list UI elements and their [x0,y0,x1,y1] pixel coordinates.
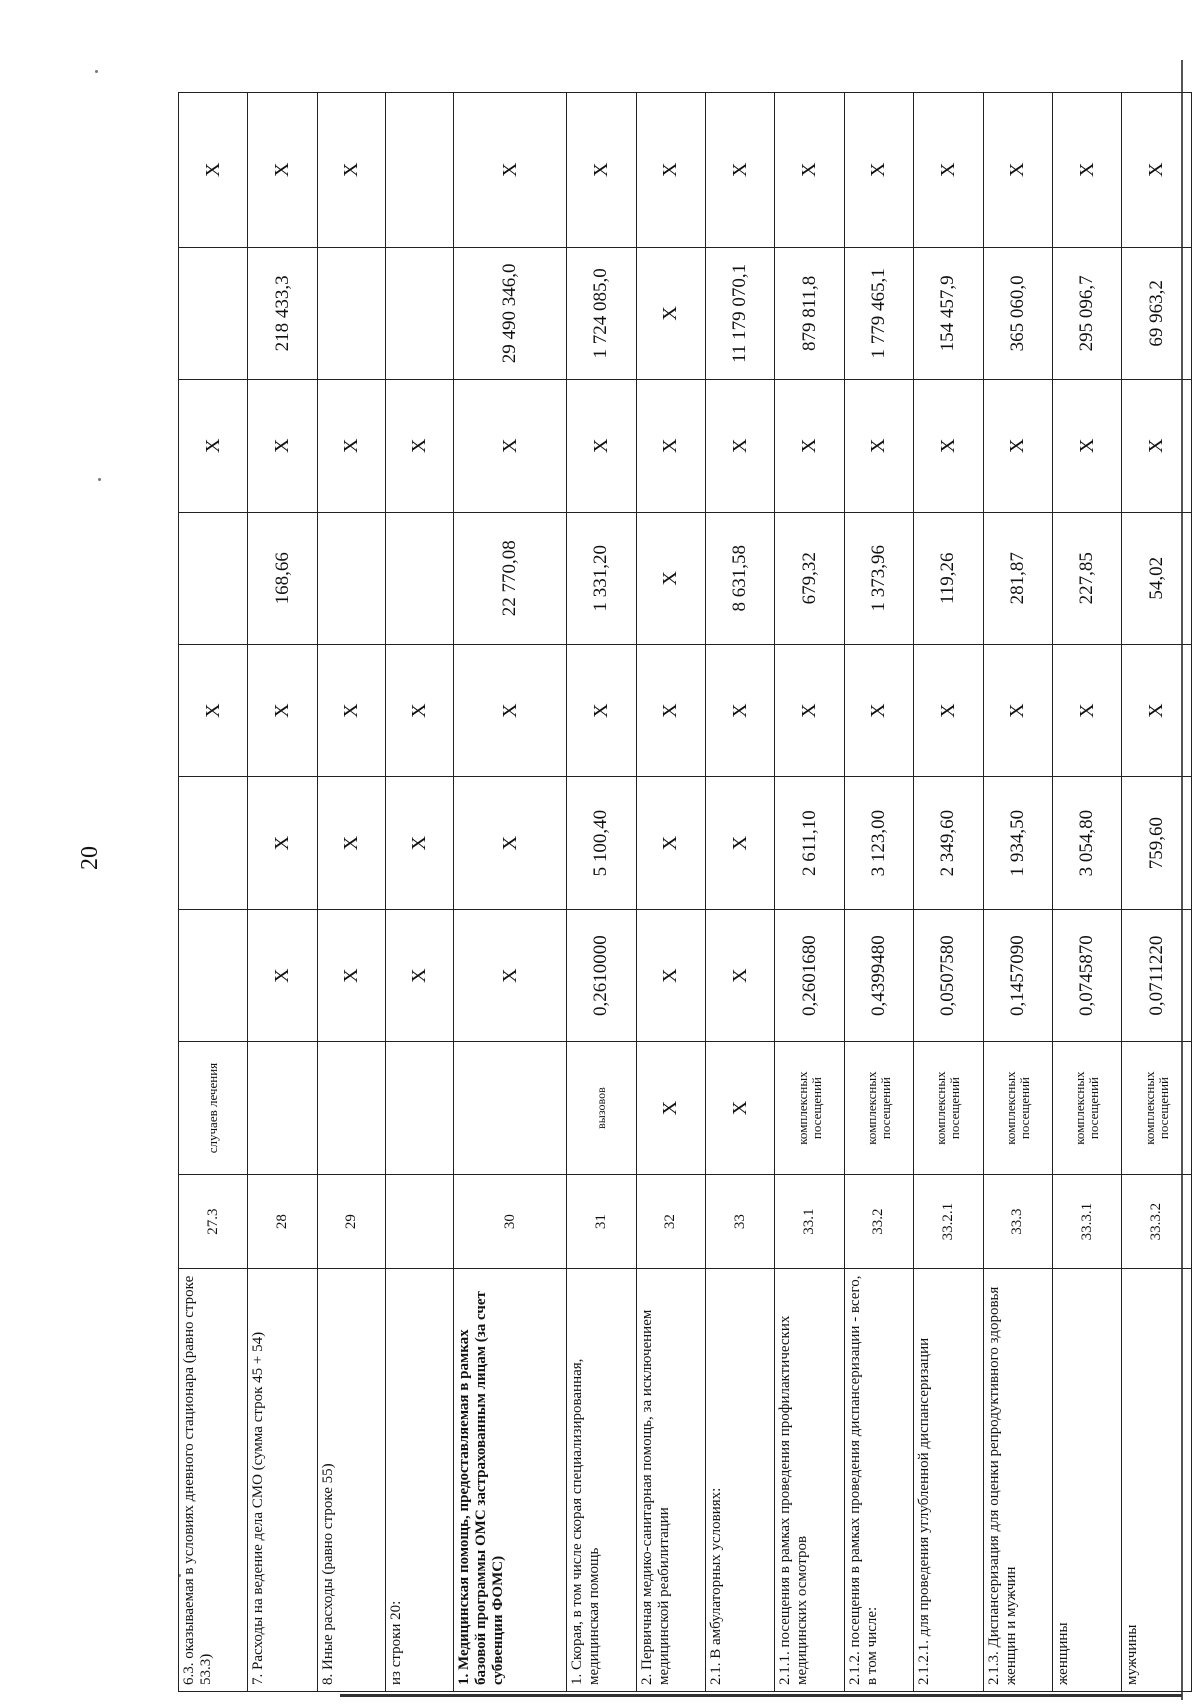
value-cell: X [567,380,636,512]
value-cell: X [386,644,454,776]
value-cell: X [248,909,317,1041]
table-body [179,93,1192,1692]
unit-cell [248,1042,317,1174]
value-cell: 168,66 [248,512,317,644]
value-cell: 1 934,50 [983,777,1052,909]
value-cell: X [317,93,385,248]
row-label: 1. Медицинская помощь, предоставляемая в рамках базовой программы ОМС застрахованным лицам (за счет субвенции ФОМС) [454,1269,567,1692]
value-cell [317,247,385,379]
row-number-cell: 33.2 [844,1174,913,1269]
value-cell: X [705,909,774,1041]
value-cell: 759,60 [1122,777,1192,909]
row-label: женщины [1053,1269,1122,1692]
value-cell: 1 779 465,1 [844,247,913,379]
row-label: 2. Первичная медико-санитарная помощь, за исключением медицинской реабилитации [636,1269,705,1692]
scan-dot [98,478,101,481]
value-cell: 8 631,58 [705,512,774,644]
value-cell: X [1053,644,1122,776]
value-cell: X [705,644,774,776]
table-row [317,93,385,1692]
row-number-cell: 28 [248,1174,317,1269]
row-label: 2.1.2. посещения в рамках проведения диспансеризации - всего, в том числе: [844,1269,913,1692]
value-cell: X [317,777,385,909]
value-cell: X [914,380,983,512]
row-label: 7. Расходы на ведение дела СМО (сумма строк 45 + 54) [248,1269,317,1692]
value-cell: X [317,909,385,1041]
scan-dot [95,70,98,73]
row-label: мужчины [1122,1269,1192,1692]
value-cell: 281,87 [983,512,1052,644]
table-row [705,93,774,1692]
row-number-cell: 33 [705,1174,774,1269]
value-cell: X [1122,93,1192,248]
value-cell: 69 963,2 [1122,247,1192,379]
value-cell: X [844,644,913,776]
value-cell: 679,32 [775,512,844,644]
value-cell: X [317,644,385,776]
row-label: 2.1. В амбулаторных условиях: [705,1269,774,1692]
value-cell: X [317,380,385,512]
value-cell: 0,0745870 [1053,909,1122,1041]
value-cell: 218 433,3 [248,247,317,379]
value-cell: X [386,909,454,1041]
value-cell: X [914,93,983,248]
value-cell [386,512,454,644]
row-number-cell: 33.1 [775,1174,844,1269]
row-number-cell: 29 [317,1174,385,1269]
row-number-cell: 33.3.1 [1053,1174,1122,1269]
value-cell [386,93,454,248]
row-label: из строки 20: [386,1269,454,1692]
row-number-cell: 33.3.2 [1122,1174,1192,1269]
value-cell [386,247,454,379]
value-cell: X [386,777,454,909]
value-cell: 1 331,20 [567,512,636,644]
table-row [567,93,636,1692]
value-cell: 1 373,96 [844,512,913,644]
value-cell: X [179,380,248,512]
value-cell: 54,02 [1122,512,1192,644]
value-cell: X [983,380,1052,512]
value-cell [179,777,248,909]
value-cell: X [844,380,913,512]
value-cell: 29 490 346,0 [454,247,567,379]
unit-cell: комплексных посещений [983,1042,1052,1174]
value-cell: X [248,93,317,248]
value-cell: X [983,644,1052,776]
value-cell: X [636,247,705,379]
table-row [386,93,454,1692]
value-cell [179,512,248,644]
table-row [248,93,317,1692]
value-cell: X [567,93,636,248]
value-cell: 2 349,60 [914,777,983,909]
table-row [983,93,1052,1692]
value-cell: 5 100,40 [567,777,636,909]
value-cell: 0,2610000 [567,909,636,1041]
unit-cell: X [636,1042,705,1174]
value-cell: 3 123,00 [844,777,913,909]
value-cell: X [248,644,317,776]
value-cell: X [914,644,983,776]
value-cell: X [636,777,705,909]
row-label: 8. Иные расходы (равно строке 55) [317,1269,385,1692]
value-cell: X [248,380,317,512]
table-row [454,93,567,1692]
row-number-cell: 31 [567,1174,636,1269]
unit-cell [386,1042,454,1174]
value-cell: X [636,380,705,512]
value-cell [317,512,385,644]
value-cell: X [454,380,567,512]
table-row [1053,93,1122,1692]
row-number-cell: 27.3 [179,1174,248,1269]
value-cell: 365 060,0 [983,247,1052,379]
value-cell: X [454,644,567,776]
value-cell: X [775,93,844,248]
value-cell: 1 724 085,0 [567,247,636,379]
value-cell: 295 096,7 [1053,247,1122,379]
row-label: 6.3. оказываемая в условиях дневного стационара (равно строке 53.3) [179,1269,248,1692]
row-label: 2.1.2.1. для проведения углубленной диспансеризации [914,1269,983,1692]
row-label: 2.1.1. посещения в рамках проведения профилактических медицинских осмотров [775,1269,844,1692]
value-cell: 227,85 [1053,512,1122,644]
value-cell: X [983,93,1052,248]
row-label: 2.1.3. Диспансеризация для оценки репродуктивного здоровья женщин и мужчин [983,1269,1052,1692]
row-number-cell [386,1174,454,1269]
row-number-cell: 33.3 [983,1174,1052,1269]
value-cell: 0,0507580 [914,909,983,1041]
row-label: 1. Скорая, в том числе скорая специализированная, медицинская помощь [567,1269,636,1692]
page-edge-bottom [340,1694,1182,1697]
unit-cell: комплексных посещений [1122,1042,1192,1174]
unit-cell: комплексных посещений [1053,1042,1122,1174]
value-cell: 154 457,9 [914,247,983,379]
value-cell: 0,2601680 [775,909,844,1041]
value-cell: X [1122,380,1192,512]
value-cell: X [454,93,567,248]
unit-cell: случаев лечения [179,1042,248,1174]
value-cell: X [705,777,774,909]
value-cell: X [179,93,248,248]
value-cell: 879 811,8 [775,247,844,379]
table-row [179,93,248,1692]
value-cell: 11 179 070,1 [705,247,774,379]
value-cell: 0,4399480 [844,909,913,1041]
value-cell: X [636,909,705,1041]
value-cell: X [705,380,774,512]
table-row [775,93,844,1692]
value-cell: X [179,644,248,776]
value-cell: X [248,777,317,909]
value-cell: X [386,380,454,512]
value-cell: X [705,93,774,248]
value-cell: 0,0711220 [1122,909,1192,1041]
table-row [914,93,983,1692]
value-cell: 2 611,10 [775,777,844,909]
unit-cell [317,1042,385,1174]
value-cell: X [636,644,705,776]
row-number-cell: 32 [636,1174,705,1269]
value-cell: X [636,512,705,644]
value-cell: X [636,93,705,248]
value-cell: X [567,644,636,776]
value-cell: X [1053,380,1122,512]
table-row [1122,93,1192,1692]
row-number-cell: 33.2.1 [914,1174,983,1269]
value-cell: X [775,644,844,776]
page-number: 20 [77,846,103,870]
value-cell [179,909,248,1041]
value-cell: X [1053,93,1122,248]
unit-cell: комплексных посещений [775,1042,844,1174]
value-cell: 0,1457090 [983,909,1052,1041]
unit-cell: комплексных посещений [844,1042,913,1174]
unit-cell: вызовов [567,1042,636,1174]
row-number-cell: 30 [454,1174,567,1269]
value-cell: X [1122,644,1192,776]
value-cell: X [775,380,844,512]
table-row [844,93,913,1692]
table-row [636,93,705,1692]
value-cell: X [844,93,913,248]
value-cell: X [454,909,567,1041]
unit-cell [454,1042,567,1174]
value-cell: 22 770,08 [454,512,567,644]
unit-cell: комплексных посещений [914,1042,983,1174]
value-cell: X [454,777,567,909]
unit-cell: X [705,1042,774,1174]
financial-table [178,92,1192,1692]
value-cell: 3 054,80 [1053,777,1122,909]
value-cell: 119,26 [914,512,983,644]
value-cell [179,247,248,379]
